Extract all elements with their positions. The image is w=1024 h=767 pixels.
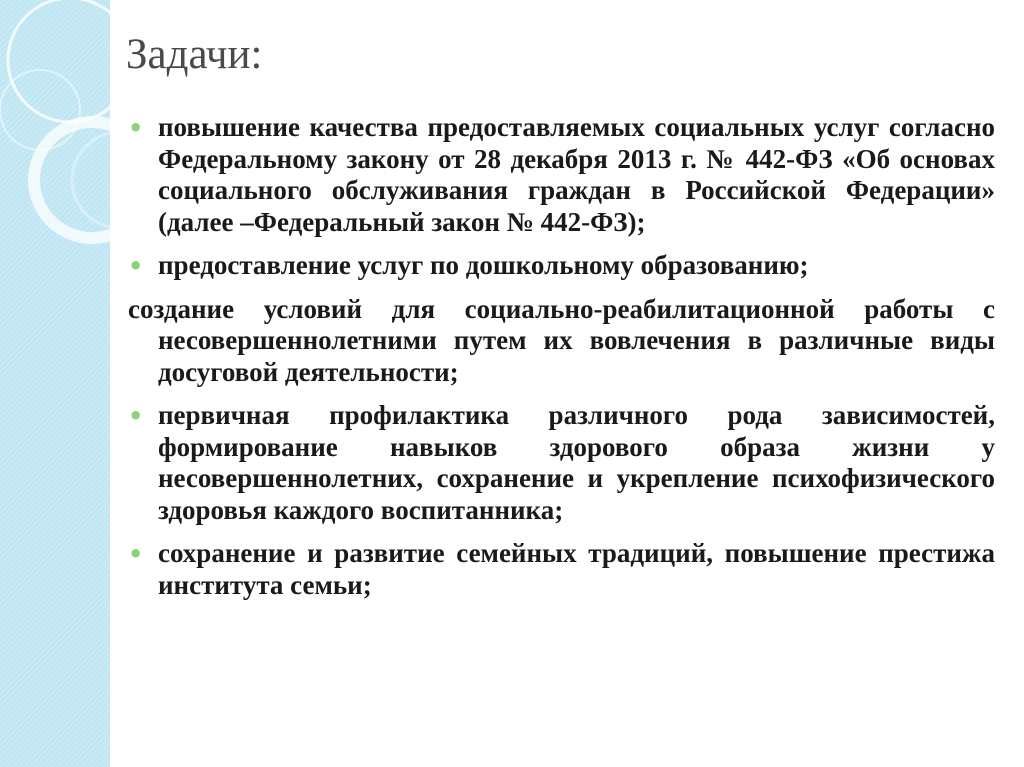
list-item: [128, 400, 995, 526]
slide-title: Задачи:: [126, 31, 263, 78]
list-item-text: первичная профилактика различного рода зависимостей, формирование навыков здорового образа жизни у несовершеннолетних, сохранение и укрепление психофизического здоровья каждого воспитанника;: [158, 400, 995, 525]
task-list: [128, 112, 995, 613]
decorative-circles: [0, 0, 110, 767]
list-item-text: создание условий для социально-реабилитационной работы с несовершеннолетними путем их вовлечения в различные виды досуговой деятельности;: [128, 293, 995, 387]
list-item-text: предоставление услуг по дошкольному образованию;: [158, 250, 809, 280]
bullet-icon: •: [128, 540, 144, 568]
bullet-icon: •: [128, 402, 144, 430]
list-item: [128, 112, 995, 238]
list-item: [128, 250, 995, 282]
bullet-icon: •: [128, 252, 144, 280]
bullet-icon: •: [128, 114, 144, 142]
list-item: [128, 294, 995, 389]
list-item-text: сохранение и развитие семейных традиций, повышение престижа института семьи;: [158, 538, 995, 600]
list-item: [128, 538, 995, 601]
list-item-text: повышение качества предоставляемых социальных услуг согласно Федеральному закону от 28 декабря 2013 г. № 442-ФЗ «Об основах социального обслуживания граждан в Российской Федерации» (далее –Федеральный закон № 442-ФЗ);: [158, 112, 995, 237]
decorative-side-band: [0, 0, 110, 767]
